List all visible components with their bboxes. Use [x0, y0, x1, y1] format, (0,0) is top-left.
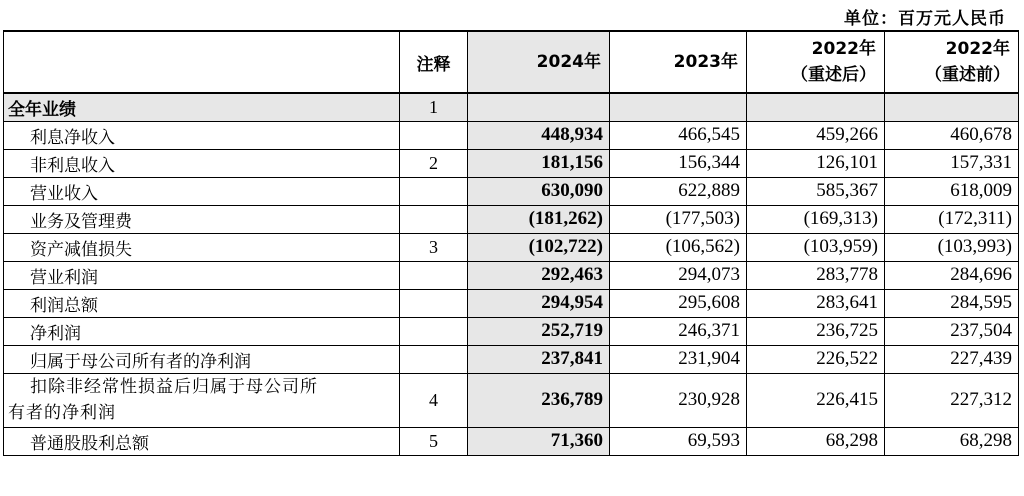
value-2023: 622,889: [610, 177, 747, 205]
table-row: [4, 261, 1019, 289]
value-2023: 230,928: [610, 373, 747, 427]
table-row: [4, 289, 1019, 317]
value-2023: (106,562): [610, 233, 747, 261]
value-2024: 448,934: [468, 121, 610, 149]
row-label-line1: 扣除非经常性损益后归属于母公司所: [30, 377, 318, 397]
value-2023: 295,608: [610, 289, 747, 317]
value-2022-restated: 226,415: [747, 373, 885, 427]
table-row: [4, 427, 1019, 455]
header-row: [4, 31, 1019, 93]
row-label: 利息净收入: [4, 121, 400, 149]
section-empty: [610, 93, 747, 121]
row-note: [400, 177, 468, 205]
header-2022-restated-note: （重述后）: [791, 65, 876, 85]
value-2022-restated: 459,266: [747, 121, 885, 149]
row-label: 业务及管理费: [4, 205, 400, 233]
value-2023: (177,503): [610, 205, 747, 233]
row-label: 营业收入: [4, 177, 400, 205]
table-row: [4, 177, 1019, 205]
row-note: [400, 317, 468, 345]
value-2022-restated: (169,313): [747, 205, 885, 233]
row-note: 3: [400, 233, 468, 261]
header-item: [4, 31, 400, 93]
table-row: [4, 317, 1019, 345]
row-label: 普通股股利总额: [4, 427, 400, 455]
table-row: [4, 373, 1019, 427]
row-note: 2: [400, 149, 468, 177]
value-2024: 292,463: [468, 261, 610, 289]
value-2022-restated: 126,101: [747, 149, 885, 177]
table-row: [4, 121, 1019, 149]
value-2024: 71,360: [468, 427, 610, 455]
header-2023: 2023年: [610, 31, 747, 93]
section-empty: [885, 93, 1019, 121]
value-2022-restated: 283,778: [747, 261, 885, 289]
row-label: 资产减值损失: [4, 233, 400, 261]
financial-table: [3, 30, 1019, 456]
row-label: 非利息收入: [4, 149, 400, 177]
row-note: [400, 205, 468, 233]
row-note: 4: [400, 373, 468, 427]
section-note: 1: [400, 93, 468, 121]
value-2024: 294,954: [468, 289, 610, 317]
row-label: 利润总额: [4, 289, 400, 317]
value-2022-original: (172,311): [885, 205, 1019, 233]
value-2024: (181,262): [468, 205, 610, 233]
row-note: [400, 289, 468, 317]
row-note: [400, 121, 468, 149]
value-2022-original: 460,678: [885, 121, 1019, 149]
value-2022-original: 284,696: [885, 261, 1019, 289]
table-row: [4, 149, 1019, 177]
value-2024: 630,090: [468, 177, 610, 205]
table-row: [4, 205, 1019, 233]
value-2023: 69,593: [610, 427, 747, 455]
value-2022-original: 284,595: [885, 289, 1019, 317]
value-2024: 252,719: [468, 317, 610, 345]
value-2022-restated: 236,725: [747, 317, 885, 345]
row-label: 归属于母公司所有者的净利润: [4, 345, 400, 373]
header-2022-restated: [747, 31, 885, 93]
header-2022-original-year: 2022年: [945, 39, 1010, 59]
value-2022-original: (103,993): [885, 233, 1019, 261]
section-empty: [747, 93, 885, 121]
row-note: [400, 345, 468, 373]
value-2022-original: 618,009: [885, 177, 1019, 205]
value-2023: 231,904: [610, 345, 747, 373]
value-2022-restated: 283,641: [747, 289, 885, 317]
row-note: 5: [400, 427, 468, 455]
row-label: [4, 373, 400, 427]
row-label-line2: 有者的净利润: [8, 403, 116, 423]
unit-label: 单位：百万元人民币: [844, 9, 1006, 29]
header-2022-original: [885, 31, 1019, 93]
row-label: 营业利润: [4, 261, 400, 289]
value-2023: 246,371: [610, 317, 747, 345]
value-2022-original: 157,331: [885, 149, 1019, 177]
section-row: [4, 93, 1019, 121]
value-2023: 294,073: [610, 261, 747, 289]
value-2022-original: 227,312: [885, 373, 1019, 427]
value-2022-restated: 585,367: [747, 177, 885, 205]
value-2024: (102,722): [468, 233, 610, 261]
value-2024: 237,841: [468, 345, 610, 373]
table-row: [4, 345, 1019, 373]
value-2024: 181,156: [468, 149, 610, 177]
value-2022-restated: (103,959): [747, 233, 885, 261]
value-2022-restated: 68,298: [747, 427, 885, 455]
header-2022-restated-year: 2022年: [811, 39, 876, 59]
header-2024: 2024年: [468, 31, 610, 93]
value-2023: 466,545: [610, 121, 747, 149]
section-empty: [468, 93, 610, 121]
row-note: [400, 261, 468, 289]
table-row: [4, 233, 1019, 261]
value-2022-original: 237,504: [885, 317, 1019, 345]
value-2022-original: 68,298: [885, 427, 1019, 455]
value-2024: 236,789: [468, 373, 610, 427]
section-title: 全年业绩: [4, 93, 400, 121]
value-2023: 156,344: [610, 149, 747, 177]
header-note: 注释: [400, 31, 468, 93]
header-2022-original-note: （重述前）: [925, 65, 1010, 85]
row-label: 净利润: [4, 317, 400, 345]
value-2022-original: 227,439: [885, 345, 1019, 373]
value-2022-restated: 226,522: [747, 345, 885, 373]
